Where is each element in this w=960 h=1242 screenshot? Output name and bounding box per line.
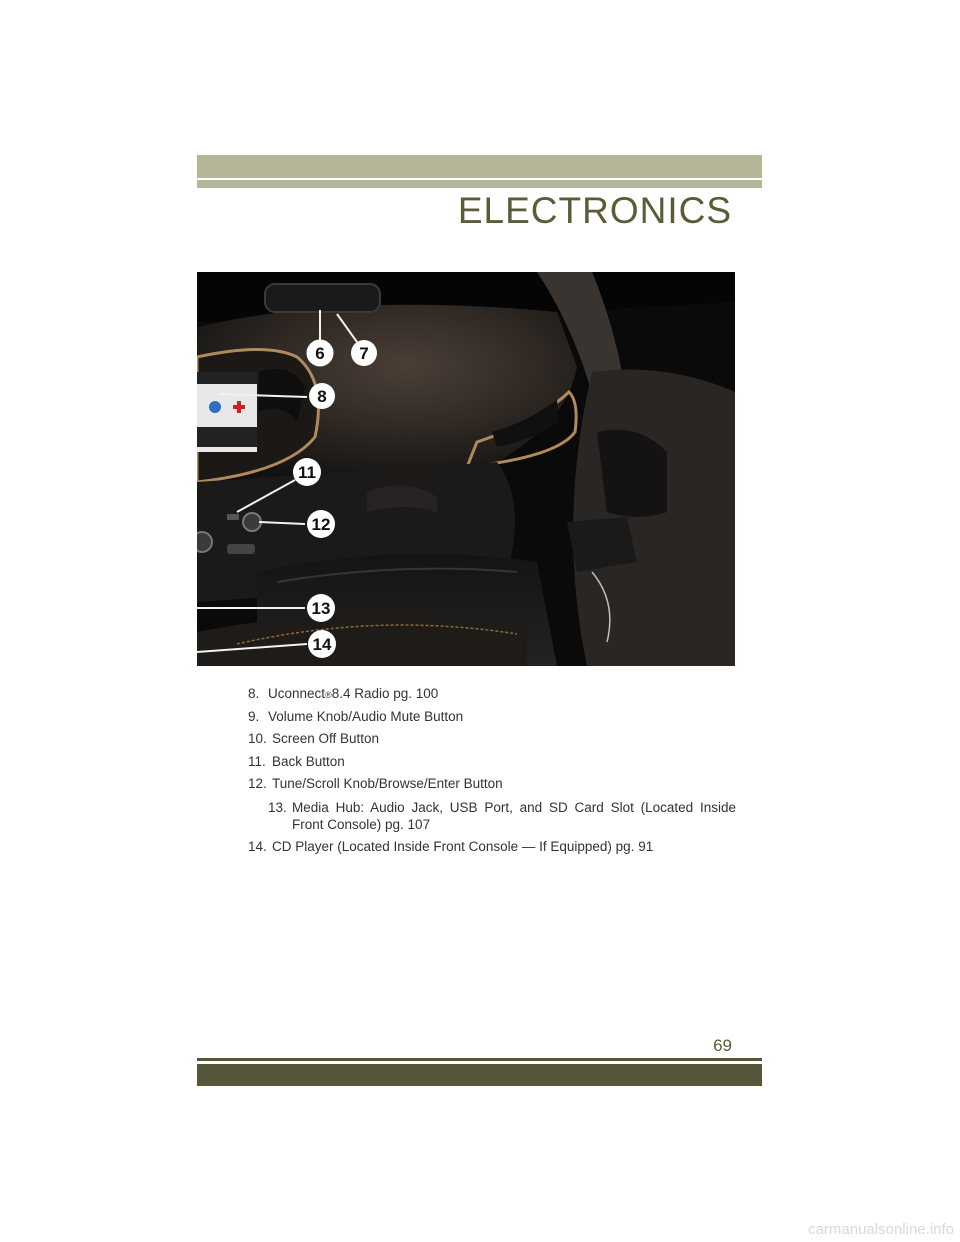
item-text: CD Player (Located Inside Front Console — If Equipped) pg. 91 [272,838,654,854]
item-text: Screen Off Button [272,731,380,746]
dashboard-illustration [197,272,735,666]
callout-13-label: 13 [311,599,331,618]
callout-7 [351,340,377,366]
item-number: 13. [268,799,287,815]
callout-14-label: 14 [312,635,332,654]
item-list [248,683,736,858]
section-title: ELECTRONICS [457,190,732,231]
callout-12 [307,510,335,538]
list-item [248,706,736,729]
item-text-suffix: 8.4 Radio pg. 100 [331,686,439,701]
footer-bar [197,1064,762,1086]
item-text: Volume Knob/Audio Mute Button [268,708,464,724]
callout-7-label: 7 [359,344,369,363]
item-number: 14. [248,838,267,854]
list-item [248,683,736,706]
registered-mark: ® [325,690,332,700]
callout-13 [307,594,335,622]
header-bar [197,155,762,178]
page-number: 69 [713,1036,732,1055]
item-text: Media Hub: Audio Jack, USB Port, and SD Card Slot (Located Inside Front Console) pg. 107 [292,799,736,832]
callout-6 [307,340,333,366]
callout-8 [309,383,335,409]
callout-11 [293,458,321,486]
watermark: carmanualsonline.info [808,1221,954,1238]
dashboard-photo [197,272,735,666]
list-item [248,773,736,796]
item-number: 12. [248,776,267,791]
list-item [248,836,736,859]
list-item [248,796,736,836]
header-bar-thin [197,180,762,188]
list-item [248,728,736,751]
callout-12-label: 12 [311,515,331,534]
callout-6-label: 6 [315,344,325,363]
item-number: 9. [248,708,260,724]
item-text: Tune/Scroll Knob/Browse/Enter Button [272,776,503,791]
callout-14 [308,630,336,658]
callout-11-label: 11 [298,463,316,482]
footer-line [197,1058,762,1061]
item-text: Back Button [272,753,345,769]
item-number: 11. [248,753,266,769]
item-text: Uconnect [268,686,326,701]
item-number: 8. [248,686,260,701]
callout-8-label: 8 [317,387,327,406]
list-item [248,751,736,774]
item-number: 10. [248,731,267,746]
